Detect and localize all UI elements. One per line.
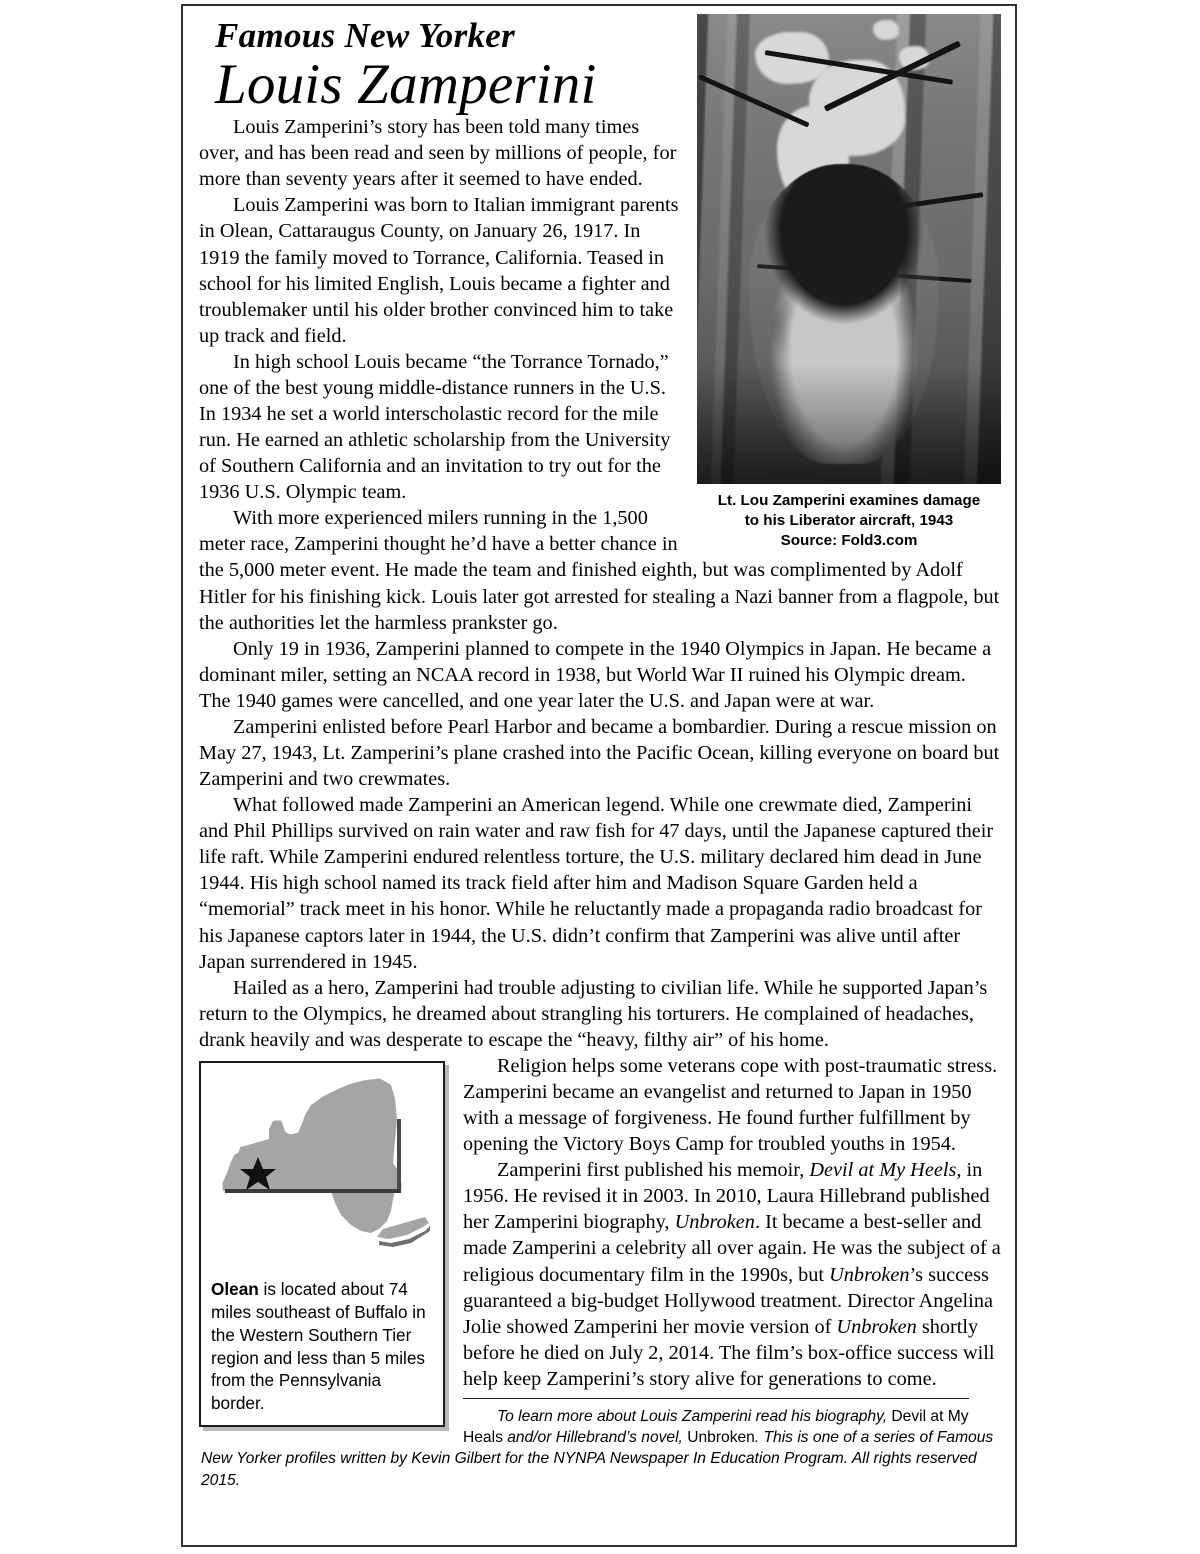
photo-figure <box>697 14 1001 550</box>
map-caption-city: Olean <box>211 1278 259 1299</box>
paragraph: With more experienced milers running in the 1,500 meter race, Zamperini thought he’d have a better chance in the 5,000 meter event. He made the team and finished eighth, but was complimented by Adolf Hitler for his finishing kick. Louis later got arrested for stealing a Nazi banner from a flagpole, but the authorities let the harmless prankster go. <box>199 507 1000 634</box>
map-svg <box>211 1071 437 1271</box>
book-title-devil-at-my-heels: Devil at My Heels <box>809 1159 957 1182</box>
map-figure <box>199 1061 445 1427</box>
book-title-unbroken: Unbroken <box>836 1315 917 1338</box>
paragraph: Louis Zamperini’s story has been told many times over, and has been read and seen by millions of people, for more than seventy years after it seemed to have ended. <box>199 116 677 191</box>
photo-damage-splotch <box>873 20 899 40</box>
credit-part-2: and/or Hillebrand’s novel, <box>502 1429 688 1447</box>
credit-part-3: . This is one of a series of Famous New Yorker profiles written by Kevin Gilbert for the NYNPA Newspaper In Education Program. All rights reserved 2015. <box>201 1429 994 1489</box>
final-part-5: shortly before he died on July 2, 2014. The film’s box-office success will help keep Zamperini’s story alive for generations to come. <box>463 1315 995 1390</box>
state-shadow-edge <box>225 1189 401 1193</box>
paragraph: Religion helps some veterans cope with post-traumatic stress. Zamperini became an evangelist and returned to Japan in 1950 with a message of forgiveness. He found further fulfillment by opening the Victory Boys Camp for troubled youths in 1954. <box>463 1054 998 1156</box>
lt-lou-zamperini-photo <box>697 14 1001 484</box>
map-caption-text: is located about 74 miles southeast of Buffalo in the Western Southern Tier region and less than 5 miles from the Pennsylvania border. <box>211 1278 426 1414</box>
credit-title-unbroken: Unbroken <box>687 1429 755 1447</box>
final-part-2: , in 1956. He revised it in 2003. In 2010, Laura Hillebrand published her Zamperini biography, <box>463 1159 990 1234</box>
paragraph: Louis Zamperini was born to Italian immigrant parents in Olean, Cattaraugus County, on January 26, 1917. In 1919 the family moved to Torrance, California. Teased in school for his limited English, Louis became a fighter and troublemaker until his older brother convinced him to take up track and field. <box>199 194 679 347</box>
book-title-unbroken: Unbroken <box>829 1263 910 1286</box>
paragraph: Zamperini enlisted before Pearl Harbor and became a bombardier. During a rescue mission on May 27, 1943, Lt. Zamperini’s plane crashed into the Pacific Ocean, killing everyone on board but Zamperini and two crewmates. <box>199 715 1000 791</box>
state-shadow-right <box>397 1119 401 1189</box>
photo-caption <box>697 491 1001 550</box>
photo-caption-line-1: Lt. Lou Zamperini examines damage <box>717 492 981 509</box>
kicker: Famous New Yorker <box>215 16 516 55</box>
photo-caption-line-2: to his Liberator aircraft, 1943 <box>744 511 954 529</box>
page-title: Louis Zamperini <box>215 53 597 116</box>
paragraph: Only 19 in 1936, Zamperini planned to compete in the 1940 Olympics in Japan. He became a dominant miler, setting an NCAA record in 1938, but World War II ruined his Olympic dream. The 1940 games were cancelled, and one year later the U.S. and Japan were at war. <box>199 637 992 712</box>
final-part-3: . It became a best-seller and made Zamperini a celebrity all over again. He was the subject of a religious documentary film in the 1990s, but <box>463 1211 1001 1286</box>
page-inner <box>183 6 1015 1545</box>
paragraph: In high school Louis became “the Torrance Tornado,” one of the best young middle-distance runners in the U.S. In 1934 he set a world interscholastic record for the mile run. He earned an athletic scholarship from the University of Southern California and an invitation to try out for the 1936 U.S. Olympic team. <box>199 350 671 504</box>
article-page <box>181 4 1017 1547</box>
credit-title-devil-at-my-heals: Devil at My Heals <box>463 1407 969 1447</box>
credit-part-1: To learn more about Louis Zamperini read his biography, <box>497 1407 892 1425</box>
new-york-state-body <box>223 1079 401 1233</box>
paragraph: Hailed as a hero, Zamperini had trouble adjusting to civilian life. While he supported Japan’s return to the Olympics, he dreamed about strangling his torturers. He complained of headaches, drank heavily and was desperate to escape the “heavy, filthy air” of his home. <box>199 976 988 1051</box>
final-part-4: ’s success guaranteed a big-budget Hollywood treatment. Director Angelina Jolie showed Zamperini her movie version of <box>463 1263 993 1338</box>
photo-caption-line-3: Source: Fold3.com <box>780 531 918 549</box>
map-box <box>199 1061 445 1427</box>
final-part-1: Zamperini first published his memoir, <box>497 1159 810 1182</box>
new-york-state-map <box>211 1071 437 1271</box>
credit-divider <box>463 1398 969 1399</box>
paragraph: What followed made Zamperini an American legend. While one crewmate died, Zamperini and Phil Phillips survived on rain water and raw fish for 47 days, until the Japanese captured their life raft. While Zamperini endured relentless torture, the U.S. military declared him dead in June 1944. His high school named its track field after him and Madison Square Garden held a “memorial” track meet in his honor. While he reluctantly made a propaganda radio broadcast for his Japanese captors later in 1944, the U.S. didn’t confirm that Zamperini was alive until after Japan surrendered in 1945. <box>199 794 994 973</box>
book-title-unbroken: Unbroken <box>674 1211 755 1234</box>
photo-vignette <box>697 364 1001 484</box>
map-caption <box>211 1278 435 1415</box>
